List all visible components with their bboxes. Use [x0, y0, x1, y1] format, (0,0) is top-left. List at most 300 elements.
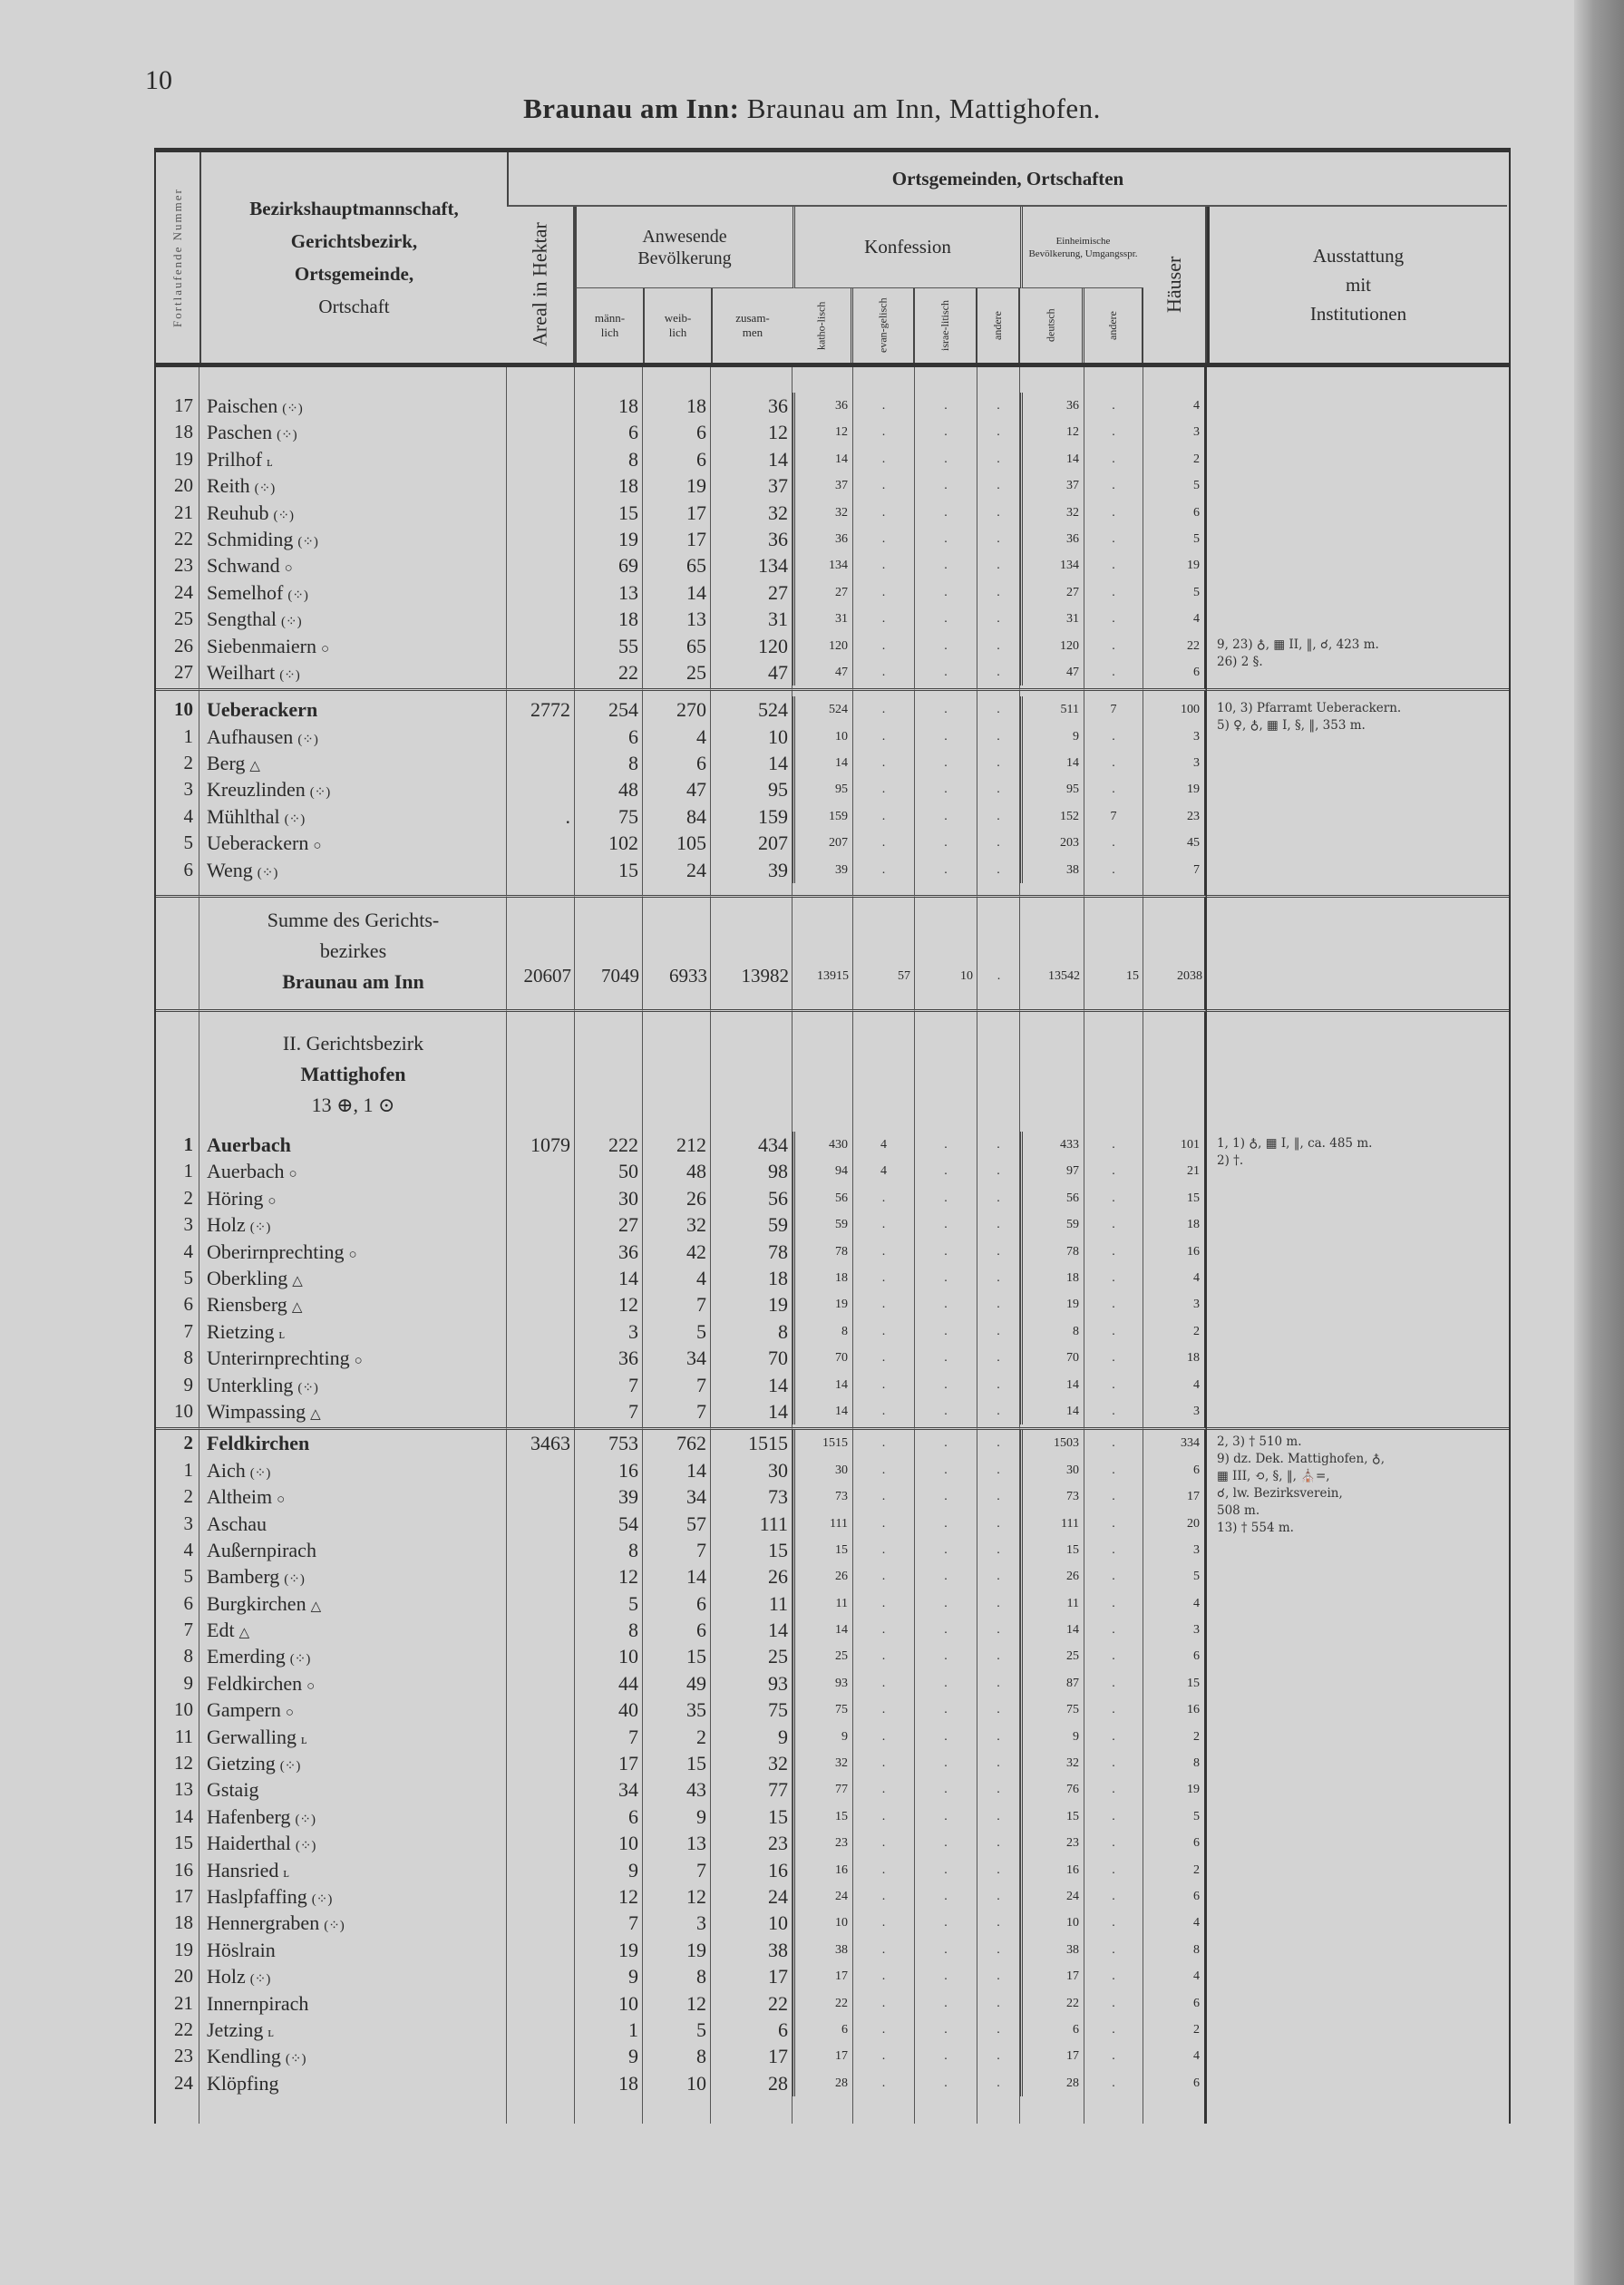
catholic: 111: [793, 1511, 853, 1537]
header-areal: Areal in Hektar: [507, 207, 575, 363]
other-confession: .: [977, 803, 1020, 830]
winkel-symbol-icon: ʟ: [300, 1732, 307, 1747]
catholic: 94: [793, 1158, 853, 1184]
punkte-symbol-icon: (⁘): [281, 615, 302, 630]
catholic: 70: [793, 1345, 853, 1371]
israelite: .: [915, 579, 977, 606]
catholic: 75: [793, 1697, 853, 1723]
table-row: [156, 1265, 1509, 1291]
evangelical: .: [853, 579, 915, 606]
row-number: 20: [156, 472, 199, 499]
german: 24: [1020, 1883, 1084, 1910]
kreis-symbol-icon: ○: [285, 1706, 294, 1721]
german: 134: [1020, 552, 1084, 579]
row-number: 2: [156, 1430, 199, 1456]
catholic: 18: [793, 1265, 853, 1291]
other-confession: .: [977, 1617, 1020, 1643]
male: 18: [575, 606, 643, 632]
table-row: [156, 1883, 1509, 1910]
german: 14: [1020, 1398, 1084, 1424]
german: 56: [1020, 1185, 1084, 1211]
row-number: 3: [156, 1211, 199, 1238]
empty-cell: [1207, 2096, 1509, 2124]
table-row: [156, 1776, 1509, 1803]
place-name: Kendling (⁘): [199, 2043, 507, 2069]
other-language: .: [1084, 1857, 1143, 1883]
area: 1079: [507, 1132, 575, 1158]
evangelical: .: [853, 500, 915, 526]
other-confession: .: [977, 1483, 1020, 1510]
place-name: Auerbach ○: [199, 1158, 507, 1184]
other-language: .: [1084, 1537, 1143, 1563]
place-name: Bamberg (⁘): [199, 1563, 507, 1590]
place-name: Ueberackern ○: [199, 830, 507, 856]
title-courts: Braunau am Inn, Mattighofen.: [739, 92, 1101, 124]
israelite: .: [915, 1937, 977, 1963]
total: 14: [711, 446, 793, 472]
german: 203: [1020, 830, 1084, 856]
area: [507, 1617, 575, 1643]
place-name: Hansried ʟ: [199, 1857, 507, 1883]
place-name: Paschen (⁘): [199, 419, 507, 445]
empty-cell: [711, 898, 793, 1006]
german: 23: [1020, 1830, 1084, 1856]
female: 6: [643, 446, 711, 472]
area: [507, 1291, 575, 1318]
total: 17: [711, 1963, 793, 1989]
row-number: 25: [156, 606, 199, 632]
area: [507, 1937, 575, 1963]
total: 17: [711, 2043, 793, 2069]
israelite: .: [915, 1318, 977, 1345]
punkte-symbol-icon: (⁘): [254, 481, 276, 497]
german: 32: [1020, 500, 1084, 526]
catholic: 36: [793, 393, 853, 419]
section: [156, 1132, 1509, 1424]
german: 38: [1020, 1937, 1084, 1963]
israelite: .: [915, 724, 977, 750]
institutions: [1207, 1937, 1509, 1963]
houses: 18: [1143, 1211, 1207, 1238]
german: 120: [1020, 633, 1084, 659]
other-confession: .: [977, 1590, 1020, 1617]
total: 47: [711, 659, 793, 686]
german: 16: [1020, 1857, 1084, 1883]
german: 59: [1020, 1211, 1084, 1238]
table-row: [156, 1643, 1509, 1669]
houses: 2: [1143, 446, 1207, 472]
spacer-row: [156, 367, 1509, 393]
total: 36: [711, 393, 793, 419]
place-name: Burgkirchen △: [199, 1590, 507, 1617]
institutions: [1207, 1910, 1509, 1936]
area: [507, 419, 575, 445]
institutions: [1207, 1291, 1509, 1318]
male: 75: [575, 803, 643, 830]
empty-cell: [1084, 367, 1143, 393]
other-confession: .: [977, 1857, 1020, 1883]
empty-cell: [1020, 883, 1084, 892]
total: 6: [711, 2017, 793, 2043]
evangelical: .: [853, 1430, 915, 1456]
other-language: .: [1084, 526, 1143, 552]
institutions: [1207, 1990, 1509, 2017]
houses: 2: [1143, 2017, 1207, 2043]
place-name: Hennergraben (⁘): [199, 1910, 507, 1936]
area: [507, 857, 575, 883]
other-language: .: [1084, 1697, 1143, 1723]
area: [507, 1670, 575, 1697]
female: 26: [643, 1185, 711, 1211]
empty-cell: [156, 883, 199, 892]
israelite: .: [915, 1804, 977, 1830]
punkte-symbol-icon: (⁘): [297, 1380, 318, 1395]
female: 7: [643, 1291, 711, 1318]
israelite: .: [915, 1265, 977, 1291]
header-houses: Häuser: [1143, 207, 1207, 363]
place-name: Rietzing ʟ: [199, 1318, 507, 1345]
catholic: 39: [793, 857, 853, 883]
female: 24: [643, 857, 711, 883]
empty-cell: [575, 367, 643, 393]
institutions: [1207, 579, 1509, 606]
other-language: .: [1084, 500, 1143, 526]
punkte-symbol-icon: (⁘): [249, 1220, 271, 1236]
area: [507, 2017, 575, 2043]
german: 70: [1020, 1345, 1084, 1371]
punkte-symbol-icon: (⁘): [311, 1891, 333, 1907]
place-name: Semelhof (⁘): [199, 579, 507, 606]
other-confession: .: [977, 1990, 1020, 2017]
israelite: .: [915, 659, 977, 686]
area: [507, 776, 575, 802]
male: 7: [575, 1398, 643, 1424]
empty-cell: [643, 883, 711, 892]
institutions-note: [1217, 637, 1379, 671]
row-number: 4: [156, 1537, 199, 1563]
table-row: [156, 803, 1509, 830]
table-row: [156, 1239, 1509, 1265]
total-total: 13982: [741, 965, 789, 987]
row-number: 5: [156, 1265, 199, 1291]
catholic: 78: [793, 1239, 853, 1265]
empty-cell: [1143, 1012, 1207, 1132]
other-confession: .: [977, 1132, 1020, 1158]
other-confession: .: [977, 1185, 1020, 1211]
other-confession: .: [977, 579, 1020, 606]
female: 6: [643, 750, 711, 776]
table-row: [156, 393, 1509, 419]
place-name: Altheim ○: [199, 1483, 507, 1510]
header-group: Ortsgemeinden, Ortschaften: [507, 152, 1507, 207]
other-language: .: [1084, 446, 1143, 472]
row-number: 2: [156, 1483, 199, 1510]
institutions: [1207, 419, 1509, 445]
male: 9: [575, 2043, 643, 2069]
total: 73: [711, 1483, 793, 1510]
other-confession: .: [977, 526, 1020, 552]
other-confession: .: [977, 1372, 1020, 1398]
area: 2772: [507, 696, 575, 723]
evangelical: .: [853, 1483, 915, 1510]
table-row: [156, 500, 1509, 526]
catholic: 24: [793, 1883, 853, 1910]
evangelical: .: [853, 1697, 915, 1723]
catholic: 14: [793, 1398, 853, 1424]
other-language: .: [1084, 1185, 1143, 1211]
israelite: .: [915, 1483, 977, 1510]
row-number: 2: [156, 1185, 199, 1211]
note-line: 9) dz. Dek. Mattighofen, ♁,: [1217, 1452, 1385, 1467]
place-name: Schwand ○: [199, 552, 507, 579]
israelite: .: [915, 1158, 977, 1184]
catholic: 17: [793, 1963, 853, 1989]
israelite: .: [915, 2043, 977, 2069]
israelite: .: [915, 526, 977, 552]
female: 42: [643, 1239, 711, 1265]
place-name: Oberkling △: [199, 1265, 507, 1291]
empty-cell: [915, 1012, 977, 1132]
row-number: 3: [156, 776, 199, 802]
israelite: .: [915, 419, 977, 445]
place-name: Wimpassing △: [199, 1398, 507, 1424]
evangelical: .: [853, 803, 915, 830]
other-confession: .: [977, 750, 1020, 776]
kreis-symbol-icon: ○: [354, 1354, 363, 1369]
israelite: .: [915, 1750, 977, 1776]
israelite: .: [915, 2070, 977, 2096]
catholic: 15: [793, 1804, 853, 1830]
note-line: 10, 3) Pfarramt Ueberackern.: [1217, 701, 1402, 716]
female: 12: [643, 1990, 711, 2017]
area: [507, 446, 575, 472]
catholic: 59: [793, 1211, 853, 1238]
area: [507, 1590, 575, 1617]
header-other-language: andere: [1084, 288, 1143, 363]
empty-cell: [977, 883, 1020, 892]
place-name: Holz (⁘): [199, 1963, 507, 1989]
place-name: Ueberackern: [199, 696, 507, 723]
row-number: 9: [156, 1670, 199, 1697]
area: [507, 526, 575, 552]
other-language: .: [1084, 1291, 1143, 1318]
total-label-line: Summe des Gerichts-: [267, 909, 440, 932]
total: 98: [711, 1158, 793, 1184]
catholic: 77: [793, 1776, 853, 1803]
row-number: 17: [156, 393, 199, 419]
male: 22: [575, 659, 643, 686]
header-total: zusam-men: [711, 288, 793, 363]
institutions-note: [1217, 700, 1401, 734]
place-name: Gietzing (⁘): [199, 1750, 507, 1776]
empty-cell: [977, 898, 1020, 1006]
total: 75: [711, 1697, 793, 1723]
german: 18: [1020, 1265, 1084, 1291]
other-language: .: [1084, 1830, 1143, 1856]
table-row: [156, 446, 1509, 472]
other-confession: .: [977, 659, 1020, 686]
male: 6: [575, 724, 643, 750]
israelite: .: [915, 1990, 977, 2017]
other-language: .: [1084, 1483, 1143, 1510]
area: [507, 750, 575, 776]
empty-cell: [1143, 898, 1207, 1006]
place-name: Berg △: [199, 750, 507, 776]
empty-cell: [507, 883, 575, 892]
empty-cell: [915, 883, 977, 892]
area: [507, 1883, 575, 1910]
catholic: 30: [793, 1457, 853, 1483]
male: 10: [575, 1643, 643, 1669]
houses: 6: [1143, 1883, 1207, 1910]
header-name-line: Gerichtsbezirk,: [290, 230, 418, 252]
german: 32: [1020, 1750, 1084, 1776]
punkte-symbol-icon: (⁘): [282, 402, 303, 416]
area: [507, 472, 575, 499]
institutions: [1207, 830, 1509, 856]
place-name: Sengthal (⁘): [199, 606, 507, 632]
male: 69: [575, 552, 643, 579]
evangelical: .: [853, 419, 915, 445]
houses: 19: [1143, 552, 1207, 579]
israelite: .: [915, 446, 977, 472]
other-confession: .: [977, 1643, 1020, 1669]
total: 36: [711, 526, 793, 552]
area: [507, 830, 575, 856]
israelite: .: [915, 1643, 977, 1669]
evangelical: 4: [853, 1158, 915, 1184]
houses: 5: [1143, 526, 1207, 552]
area: [507, 1804, 575, 1830]
german: 12: [1020, 419, 1084, 445]
evangelical: .: [853, 2070, 915, 2096]
catholic: 10: [793, 724, 853, 750]
row-number: 10: [156, 1697, 199, 1723]
institutions: [1207, 1617, 1509, 1643]
other-language: .: [1084, 1345, 1143, 1371]
total: 11: [711, 1590, 793, 1617]
houses: 20: [1143, 1511, 1207, 1537]
table-row: [156, 1963, 1509, 1989]
empty-cell: [643, 898, 711, 1006]
court-district-total: [156, 898, 1509, 1006]
total: 28: [711, 2070, 793, 2096]
institutions: [1207, 1697, 1509, 1723]
evangelical: .: [853, 1511, 915, 1537]
area: [507, 1990, 575, 2017]
israelite: .: [915, 1457, 977, 1483]
other-language: .: [1084, 830, 1143, 856]
institutions: [1207, 2070, 1509, 2096]
empty-cell: [853, 883, 915, 892]
statistics-table: [154, 148, 1511, 2124]
area: [507, 1643, 575, 1669]
total: 32: [711, 1750, 793, 1776]
female: 270: [643, 696, 711, 723]
kreis-symbol-icon: ○: [306, 1678, 316, 1694]
empty-cell: [1143, 2096, 1207, 2124]
female: 4: [643, 724, 711, 750]
other-language: .: [1084, 1937, 1143, 1963]
table-row: [156, 1590, 1509, 1617]
evangelical: .: [853, 1372, 915, 1398]
other-confession: .: [977, 1963, 1020, 1989]
male: 6: [575, 419, 643, 445]
area: [507, 633, 575, 659]
total-evangelical: 57: [898, 969, 910, 984]
evangelical: .: [853, 1563, 915, 1590]
evangelical: .: [853, 1537, 915, 1563]
institutions: [1207, 1185, 1509, 1211]
male: 9: [575, 1963, 643, 1989]
german: 14: [1020, 1372, 1084, 1398]
other-language: .: [1084, 1590, 1143, 1617]
header-israelite: israe-litisch: [915, 288, 977, 363]
empty-cell: [915, 2096, 977, 2124]
place-name: Aschau: [199, 1511, 507, 1537]
male: 12: [575, 1291, 643, 1318]
houses: 16: [1143, 1697, 1207, 1723]
male: 40: [575, 1697, 643, 1723]
row-number: 4: [156, 803, 199, 830]
place-name: Hafenberg (⁘): [199, 1804, 507, 1830]
female: 5: [643, 2017, 711, 2043]
total: 524: [711, 696, 793, 723]
punkte-symbol-icon: (⁘): [273, 508, 295, 523]
punkte-symbol-icon: (⁘): [297, 732, 318, 747]
institutions: [1207, 2017, 1509, 2043]
israelite: .: [915, 830, 977, 856]
evangelical: .: [853, 472, 915, 499]
total: 14: [711, 1398, 793, 1424]
row-number: 21: [156, 500, 199, 526]
catholic: 8: [793, 1318, 853, 1345]
other-confession: .: [977, 1670, 1020, 1697]
other-language: .: [1084, 1724, 1143, 1750]
male: 18: [575, 472, 643, 499]
houses: 4: [1143, 1372, 1207, 1398]
female: 6: [643, 419, 711, 445]
german: 15: [1020, 1804, 1084, 1830]
dreieck-symbol-icon: △: [310, 1599, 322, 1614]
german: 152: [1020, 803, 1084, 830]
female: 17: [643, 526, 711, 552]
row-number: 8: [156, 1643, 199, 1669]
houses: 5: [1143, 579, 1207, 606]
other-confession: .: [977, 1239, 1020, 1265]
catholic: 22: [793, 1990, 853, 2017]
catholic: 26: [793, 1563, 853, 1590]
empty-cell: [507, 1012, 575, 1132]
other-confession: .: [977, 1883, 1020, 1910]
empty-cell: [793, 898, 853, 1006]
area: [507, 1697, 575, 1723]
catholic: 19: [793, 1291, 853, 1318]
header-male: männ-lich: [575, 288, 643, 363]
other-confession: .: [977, 633, 1020, 659]
german: 38: [1020, 857, 1084, 883]
other-language: .: [1084, 1963, 1143, 1989]
male: 39: [575, 1483, 643, 1510]
place-name: Prilhof ʟ: [199, 446, 507, 472]
other-confession: .: [977, 2070, 1020, 2096]
houses: 3: [1143, 1398, 1207, 1424]
institutions: [1207, 776, 1509, 802]
male: 12: [575, 1563, 643, 1590]
israelite: .: [915, 2017, 977, 2043]
catholic: 14: [793, 750, 853, 776]
total-houses: 2038: [1177, 969, 1202, 984]
